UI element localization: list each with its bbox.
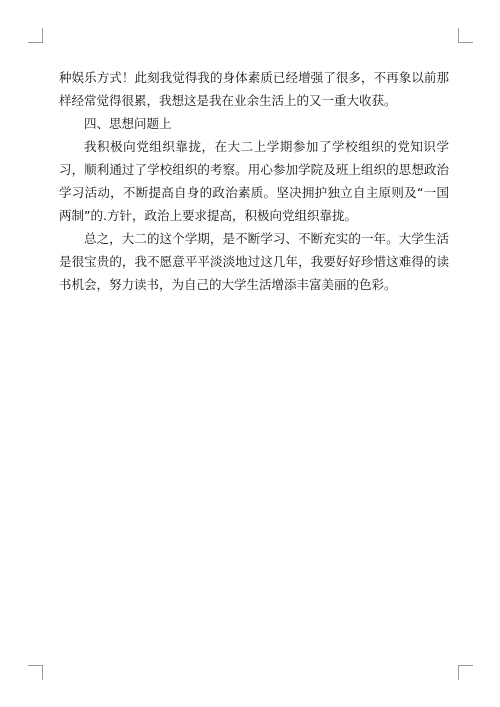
section-heading-thought: 四、思想问题上 bbox=[84, 116, 172, 131]
crop-mark-top-left bbox=[28, 28, 43, 43]
crop-mark-top-right bbox=[458, 28, 473, 43]
crop-mark-bottom-left bbox=[28, 665, 43, 680]
crop-mark-bottom-right bbox=[458, 665, 473, 680]
paragraph-summary: 总之，大二的这个学期，是不断学习、不断充实的一年。大学生活是很宝贵的，我不愿意平平淡淡地过这几年，我要好好珍惜这难得的读书机会，努力读书，为自己的大学生活增添丰富美丽的色彩。 bbox=[59, 231, 449, 292]
document-body bbox=[59, 66, 449, 296]
paragraph-party: 我积极向党组织靠拢，在大二上学期参加了学校组织的党知识学习，顺利通过了学校组织的考察。用心参加学院及班上组织的思想政治学习活动，不断提高自身的政治素质。坚决拥护独立自主原则及“一国两制”的.方针，政治上要求提高，积极向党组织靠拢。 bbox=[59, 139, 449, 223]
paragraph-continuation: 种娱乐方式！此刻我觉得我的身体素质已经增强了很多，不再象以前那样经常觉得很累，我想这是我在业余生活上的又一重大收获。 bbox=[59, 70, 449, 108]
